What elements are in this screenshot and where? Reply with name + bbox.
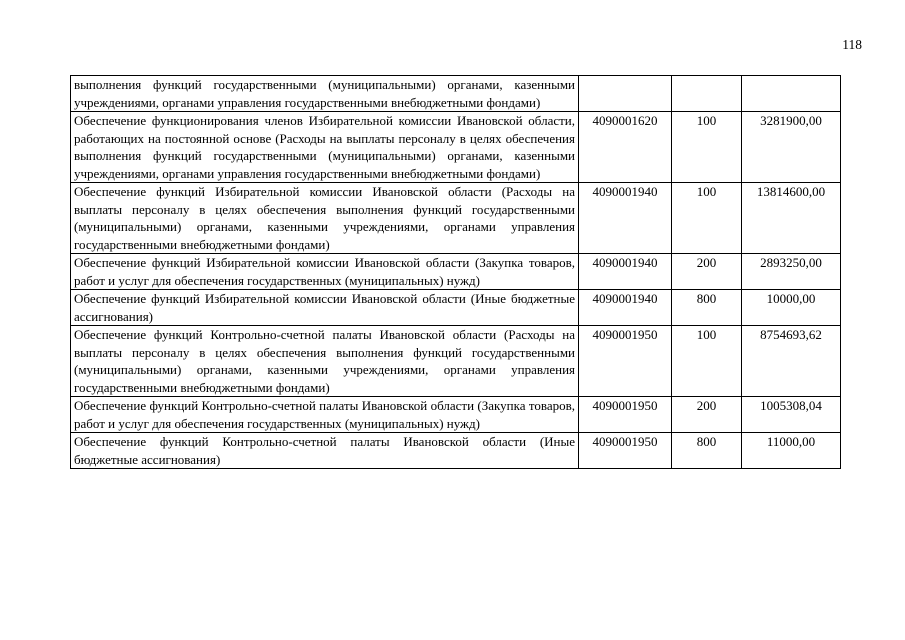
- row-amount: 2893250,00: [742, 254, 841, 290]
- row-amount: 13814600,00: [742, 183, 841, 254]
- row-target-code: 4090001950: [579, 433, 672, 469]
- row-amount: [742, 76, 841, 112]
- row-amount: 1005308,04: [742, 397, 841, 433]
- row-target-code: 4090001940: [579, 183, 672, 254]
- row-target-code: 4090001940: [579, 290, 672, 326]
- table-row: [71, 397, 841, 433]
- row-expense-type: 100: [672, 183, 742, 254]
- row-description: Обеспечение функций Контрольно-счетной палаты Ивановской области (Иные бюджетные ассигнования): [71, 433, 579, 469]
- row-expense-type: 100: [672, 326, 742, 397]
- row-target-code: [579, 76, 672, 112]
- row-target-code: 4090001620: [579, 112, 672, 183]
- row-expense-type: 200: [672, 254, 742, 290]
- row-target-code: 4090001940: [579, 254, 672, 290]
- row-amount: 11000,00: [742, 433, 841, 469]
- row-description: Обеспечение функционирования членов Избирательной комиссии Ивановской области, работающих на постоянной основе (Расходы на выплаты персоналу в целях обеспечения выполнения функций государственными (муниципальными) органами, казенными учреждениями, органами управления государственными внебюджетными фондами): [71, 112, 579, 183]
- row-expense-type: [672, 76, 742, 112]
- table-row: [71, 254, 841, 290]
- row-description: Обеспечение функций Избирательной комиссии Ивановской области (Закупка товаров, работ и услуг для обеспечения государственных (муниципальных) нужд): [71, 254, 579, 290]
- row-description: Обеспечение функций Избирательной комиссии Ивановской области (Расходы на выплаты персоналу в целях обеспечения выполнения функций государственными (муниципальными) органами, казенными учреждениями, органами управления государственными внебюджетными фондами): [71, 183, 579, 254]
- row-amount: 10000,00: [742, 290, 841, 326]
- row-expense-type: 800: [672, 433, 742, 469]
- row-expense-type: 100: [672, 112, 742, 183]
- row-description: Обеспечение функций Контрольно-счетной палаты Ивановской области (Расходы на выплаты персоналу в целях обеспечения выполнения функций государственными (муниципальными) органами, казенными учреждениями, органами управления государственными внебюджетными фондами): [71, 326, 579, 397]
- table-row: [71, 76, 841, 112]
- row-amount: 3281900,00: [742, 112, 841, 183]
- budget-table: [70, 75, 841, 469]
- table-row: [71, 290, 841, 326]
- row-description: Обеспечение функций Контрольно-счетной палаты Ивановской области (Закупка товаров, работ и услуг для обеспечения государственных (муниципальных) нужд): [71, 397, 579, 433]
- budget-table-body: [71, 76, 841, 469]
- row-description: выполнения функций государственными (муниципальными) органами, казенными учреждениями, органами управления государственными внебюджетными фондами): [71, 76, 579, 112]
- row-target-code: 4090001950: [579, 326, 672, 397]
- table-row: [71, 112, 841, 183]
- table-row: [71, 183, 841, 254]
- page-number: 118: [842, 37, 862, 52]
- row-description: Обеспечение функций Избирательной комиссии Ивановской области (Иные бюджетные ассигнования): [71, 290, 579, 326]
- row-target-code: 4090001950: [579, 397, 672, 433]
- row-amount: 8754693,62: [742, 326, 841, 397]
- table-row: [71, 326, 841, 397]
- table-row: [71, 433, 841, 469]
- row-expense-type: 800: [672, 290, 742, 326]
- row-expense-type: 200: [672, 397, 742, 433]
